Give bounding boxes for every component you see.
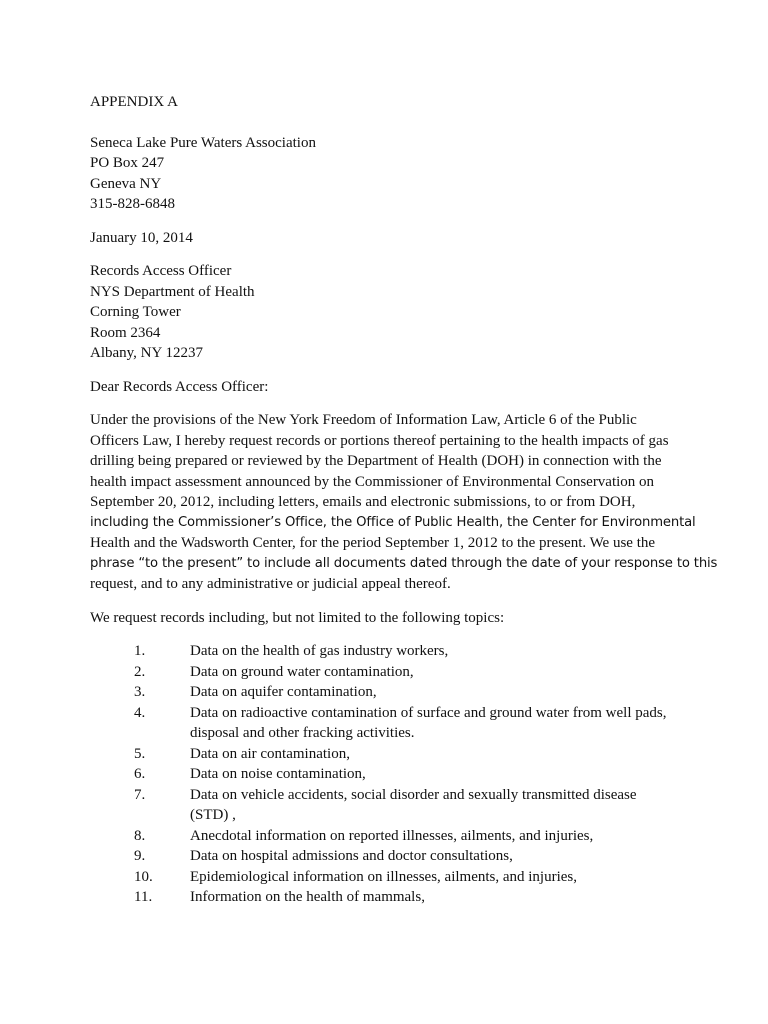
- list-number: 1.: [134, 643, 146, 659]
- paragraph-line: Health and the Wadsworth Center, for the period September 1, 2012 to the present. We use the: [90, 535, 656, 551]
- appendix-heading: APPENDIX A: [90, 94, 178, 110]
- list-item: [90, 846, 680, 867]
- list-item: [90, 887, 680, 908]
- list-item: [90, 785, 680, 826]
- sender-po-box: PO Box 247: [90, 155, 165, 171]
- sender-name: Seneca Lake Pure Waters Association: [90, 134, 316, 151]
- paragraph-line: including the Commissioner’s Office, the Office of Public Health, the Center for Environmental: [90, 514, 696, 530]
- letter-date: January 10, 2014: [90, 229, 193, 246]
- list-text: Data on vehicle accidents, social disorder and sexually transmitted disease: [190, 786, 637, 803]
- list-number: 8.: [134, 827, 146, 844]
- salutation: Dear Records Access Officer:: [90, 378, 269, 395]
- list-item: [90, 703, 680, 744]
- list-text: Epidemiological information on illnesses, ailments, and injuries,: [190, 868, 578, 885]
- paragraph-line: phrase “to the present” to include all documents dated through the date of your response to this: [90, 555, 718, 571]
- list-item: [90, 826, 680, 847]
- list-number: 11.: [134, 889, 153, 905]
- letter-content: [90, 92, 718, 908]
- list-number: 7.: [134, 786, 146, 803]
- paragraph-line: health impact assessment announced by the Commissioner of Environmental Conservation on: [90, 473, 655, 490]
- list-item: [90, 867, 680, 888]
- list-text: Data on the health of gas industry workers,: [190, 643, 449, 659]
- recipient-address: [90, 261, 680, 364]
- list-text: Data on aquifer contamination,: [190, 684, 377, 700]
- list-item: [90, 764, 680, 785]
- list-text: Data on air contamination,: [190, 745, 350, 762]
- paragraph-line: Under the provisions of the New York Freedom of Information Law, Article 6 of the Public: [90, 412, 637, 428]
- list-text: Information on the health of mammals,: [190, 889, 425, 905]
- topics-list: [90, 641, 680, 908]
- topics-intro: We request records including, but not limited to the following topics:: [90, 609, 505, 626]
- list-text: Data on ground water contamination,: [190, 663, 414, 680]
- sender-address: [90, 133, 680, 215]
- recipient-department: NYS Department of Health: [90, 283, 255, 300]
- paragraph-line: September 20, 2012, including letters, emails and electronic submissions, to or from DOH,: [90, 494, 636, 510]
- recipient-city: Albany, NY 12237: [90, 345, 204, 361]
- list-number: 9.: [134, 848, 146, 864]
- list-item: [90, 641, 680, 662]
- paragraph-line: request, and to any administrative or judicial appeal thereof.: [90, 576, 451, 592]
- recipient-room: Room 2364: [90, 324, 161, 341]
- list-text-continuation: (STD) ,: [190, 807, 236, 823]
- list-number: 3.: [134, 684, 146, 700]
- list-item: [90, 744, 680, 765]
- paragraph-line: Officers Law, I hereby request records or portions thereof pertaining to the health impacts of gas: [90, 432, 669, 449]
- list-item: [90, 682, 680, 703]
- paragraph-line: drilling being prepared or reviewed by the Department of Health (DOH) in connection with the: [90, 453, 662, 469]
- recipient-building: Corning Tower: [90, 304, 181, 320]
- list-number: 2.: [134, 663, 146, 680]
- list-number: 6.: [134, 766, 146, 782]
- list-number: 10.: [134, 868, 153, 885]
- list-text: Data on radioactive contamination of surface and ground water from well pads,: [190, 704, 667, 721]
- list-number: 4.: [134, 704, 146, 721]
- list-text-continuation: disposal and other fracking activities.: [190, 725, 415, 741]
- request-paragraph: [90, 410, 718, 595]
- list-item: [90, 662, 680, 683]
- list-text: Anecdotal information on reported illnesses, ailments, and injuries,: [190, 827, 594, 844]
- recipient-title: Records Access Officer: [90, 263, 232, 279]
- list-text: Data on hospital admissions and doctor consultations,: [190, 848, 513, 864]
- list-number: 5.: [134, 745, 146, 762]
- list-text: Data on noise contamination,: [190, 766, 366, 782]
- sender-phone: 315-828-6848: [90, 196, 175, 212]
- sender-city: Geneva NY: [90, 175, 162, 192]
